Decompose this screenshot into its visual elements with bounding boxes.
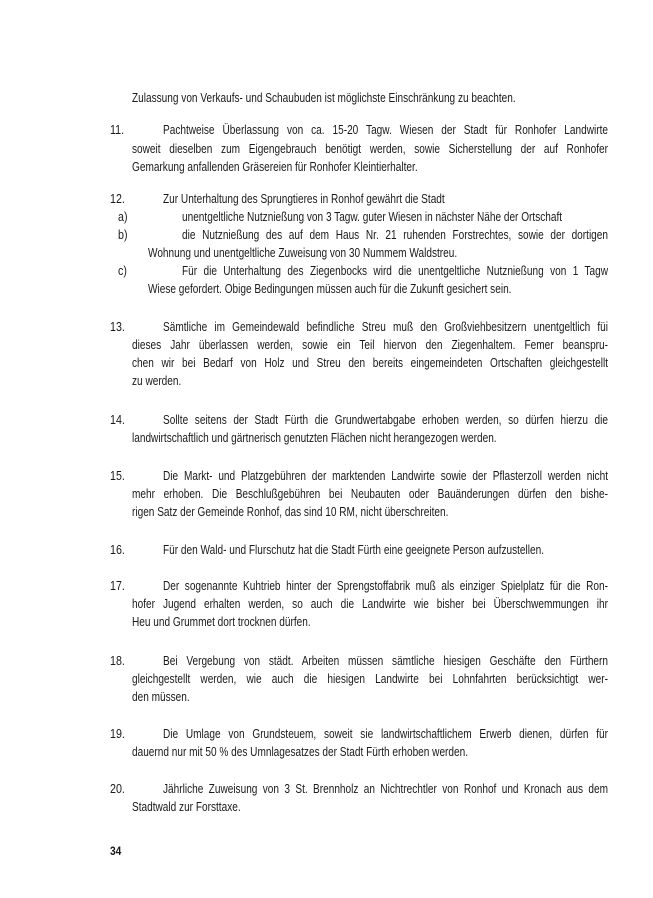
intro-line: Zulassung von Verkaufs- und Schaubuden ist möglichste Einschränkung zu beachten. xyxy=(132,91,516,105)
subitem-line: unentgeltliche Nutznießung von 3 Tagw. guter Wiesen in nächster Nähe der Ortschaft xyxy=(182,210,563,224)
page-number: 34 xyxy=(110,844,122,858)
item-line: Für den Wald- und Flurschutz hat die Stadt Fürth eine geeignete Person aufzustellen. xyxy=(163,543,545,557)
subitem-label: c) xyxy=(118,264,127,278)
item-line: Zur Unterhaltung des Sprungtieres in Ronhof gewährt die Stadt xyxy=(163,192,445,206)
subitem-line: Wiese gefordert. Obige Bedingungen müssen auch für die Zukunft gesichert sein. xyxy=(148,282,512,296)
item-number: 17. xyxy=(110,579,125,593)
item-line: zu werden. xyxy=(132,374,182,388)
item-line: chen wir bei Bedarf von Holz und Streu den bereits eingemeindeten Ortschaften gleichgestellt xyxy=(132,356,608,370)
item-number: 16. xyxy=(110,543,125,557)
item-number: 14. xyxy=(110,413,125,427)
item-line: Die Umlage von Grundsteuem, soweit sie landwirtschaftlichem Erwerb dienen, dürfen für xyxy=(163,727,608,741)
item-number: 19. xyxy=(110,727,125,741)
item-line: Stadtwald zur Forsttaxe. xyxy=(132,800,241,814)
subitem-label: b) xyxy=(118,228,128,242)
subitem-line: Für die Unterhaltung des Ziegenbocks wird die unentgeltliche Nutznießung von 1 Tagw xyxy=(182,264,608,278)
item-line: hofer Jugend erhalten werden, so auch die Landwirte wie bisher bei Überschwemmungen ihr xyxy=(132,597,608,611)
item-number: 12. xyxy=(110,192,125,206)
item-line: Sollte seitens der Stadt Fürth die Grundwertabgabe erhoben werden, so dürfen hierzu die xyxy=(163,413,608,427)
item-line: den müssen. xyxy=(132,690,190,704)
item-line: Der sogenannte Kuhtrieb hinter der Sprengstoffabrik muß als einziger Spielplatz für die Ron- xyxy=(163,579,608,593)
item-line: Gemarkung anfallenden Gräsereien für Ronhofer Kleintierhalter. xyxy=(132,160,418,174)
item-line: landwirtschaftlich und gärtnerisch genutzten Flächen nicht herangezogen werden. xyxy=(132,431,497,445)
subitem-line: Wohnung und unentgeltliche Zuweisung von 30 Nummem Waldstreu. xyxy=(148,246,458,260)
item-line: mehr erhoben. Die Beschlußgebühren bei Neubauten oder Bauänderungen dürfen den bishe- xyxy=(132,487,608,501)
item-number: 20. xyxy=(110,782,125,796)
item-line: dauernd nur mit 50 % des Umnlagesatzes der Stadt Fürth erhoben werden. xyxy=(132,745,469,759)
subitem-line: die Nutznießung des auf dem Haus Nr. 21 ruhenden Forstrechtes, sowie der dortigen xyxy=(182,228,608,242)
item-line: Jährliche Zuweisung von 3 St. Brennholz an Nichtrechtler von Ronhof und Kronach aus dem xyxy=(163,782,608,796)
item-line: soweit dieselben zum Eigengebrauch benötigt werden, sowie Sicherstellung der auf Ronhofer xyxy=(132,142,608,156)
item-line: Bei Vergebung von städt. Arbeiten müssen sämtliche hiesigen Geschäfte den Fürthern xyxy=(163,654,608,668)
item-line: Die Markt- und Platzgebühren der marktenden Landwirte sowie der Pflasterzoll werden nicht xyxy=(163,469,608,483)
item-line: Sämtliche im Gemeindewald befindliche Streu muß den Großviehbesitzern unentgeltlich füi xyxy=(163,320,608,334)
item-line: gleichgestellt werden, wie auch die hiesigen Landwirte bei Lohnfahrten berücksichtigt wer- xyxy=(132,672,608,686)
item-number: 18. xyxy=(110,654,125,668)
item-number: 11. xyxy=(110,123,125,137)
item-line: dieses Jahr überlassen werden, sowie ein Teil hiervon den Ziegenhaltem. Femer beanspru- xyxy=(132,338,608,352)
subitem-label: a) xyxy=(118,210,128,224)
item-number: 15. xyxy=(110,469,125,483)
item-line: Pachtweise Überlassung von ca. 15-20 Tagw. Wiesen der Stadt für Ronhofer Landwirte xyxy=(163,123,608,137)
item-line: Heu und Grummet dort trocknen dürfen. xyxy=(132,615,311,629)
item-number: 13. xyxy=(110,320,125,334)
item-line: rigen Satz der Gemeinde Ronhof, das sind 10 RM, nicht überschreiten. xyxy=(132,505,449,519)
